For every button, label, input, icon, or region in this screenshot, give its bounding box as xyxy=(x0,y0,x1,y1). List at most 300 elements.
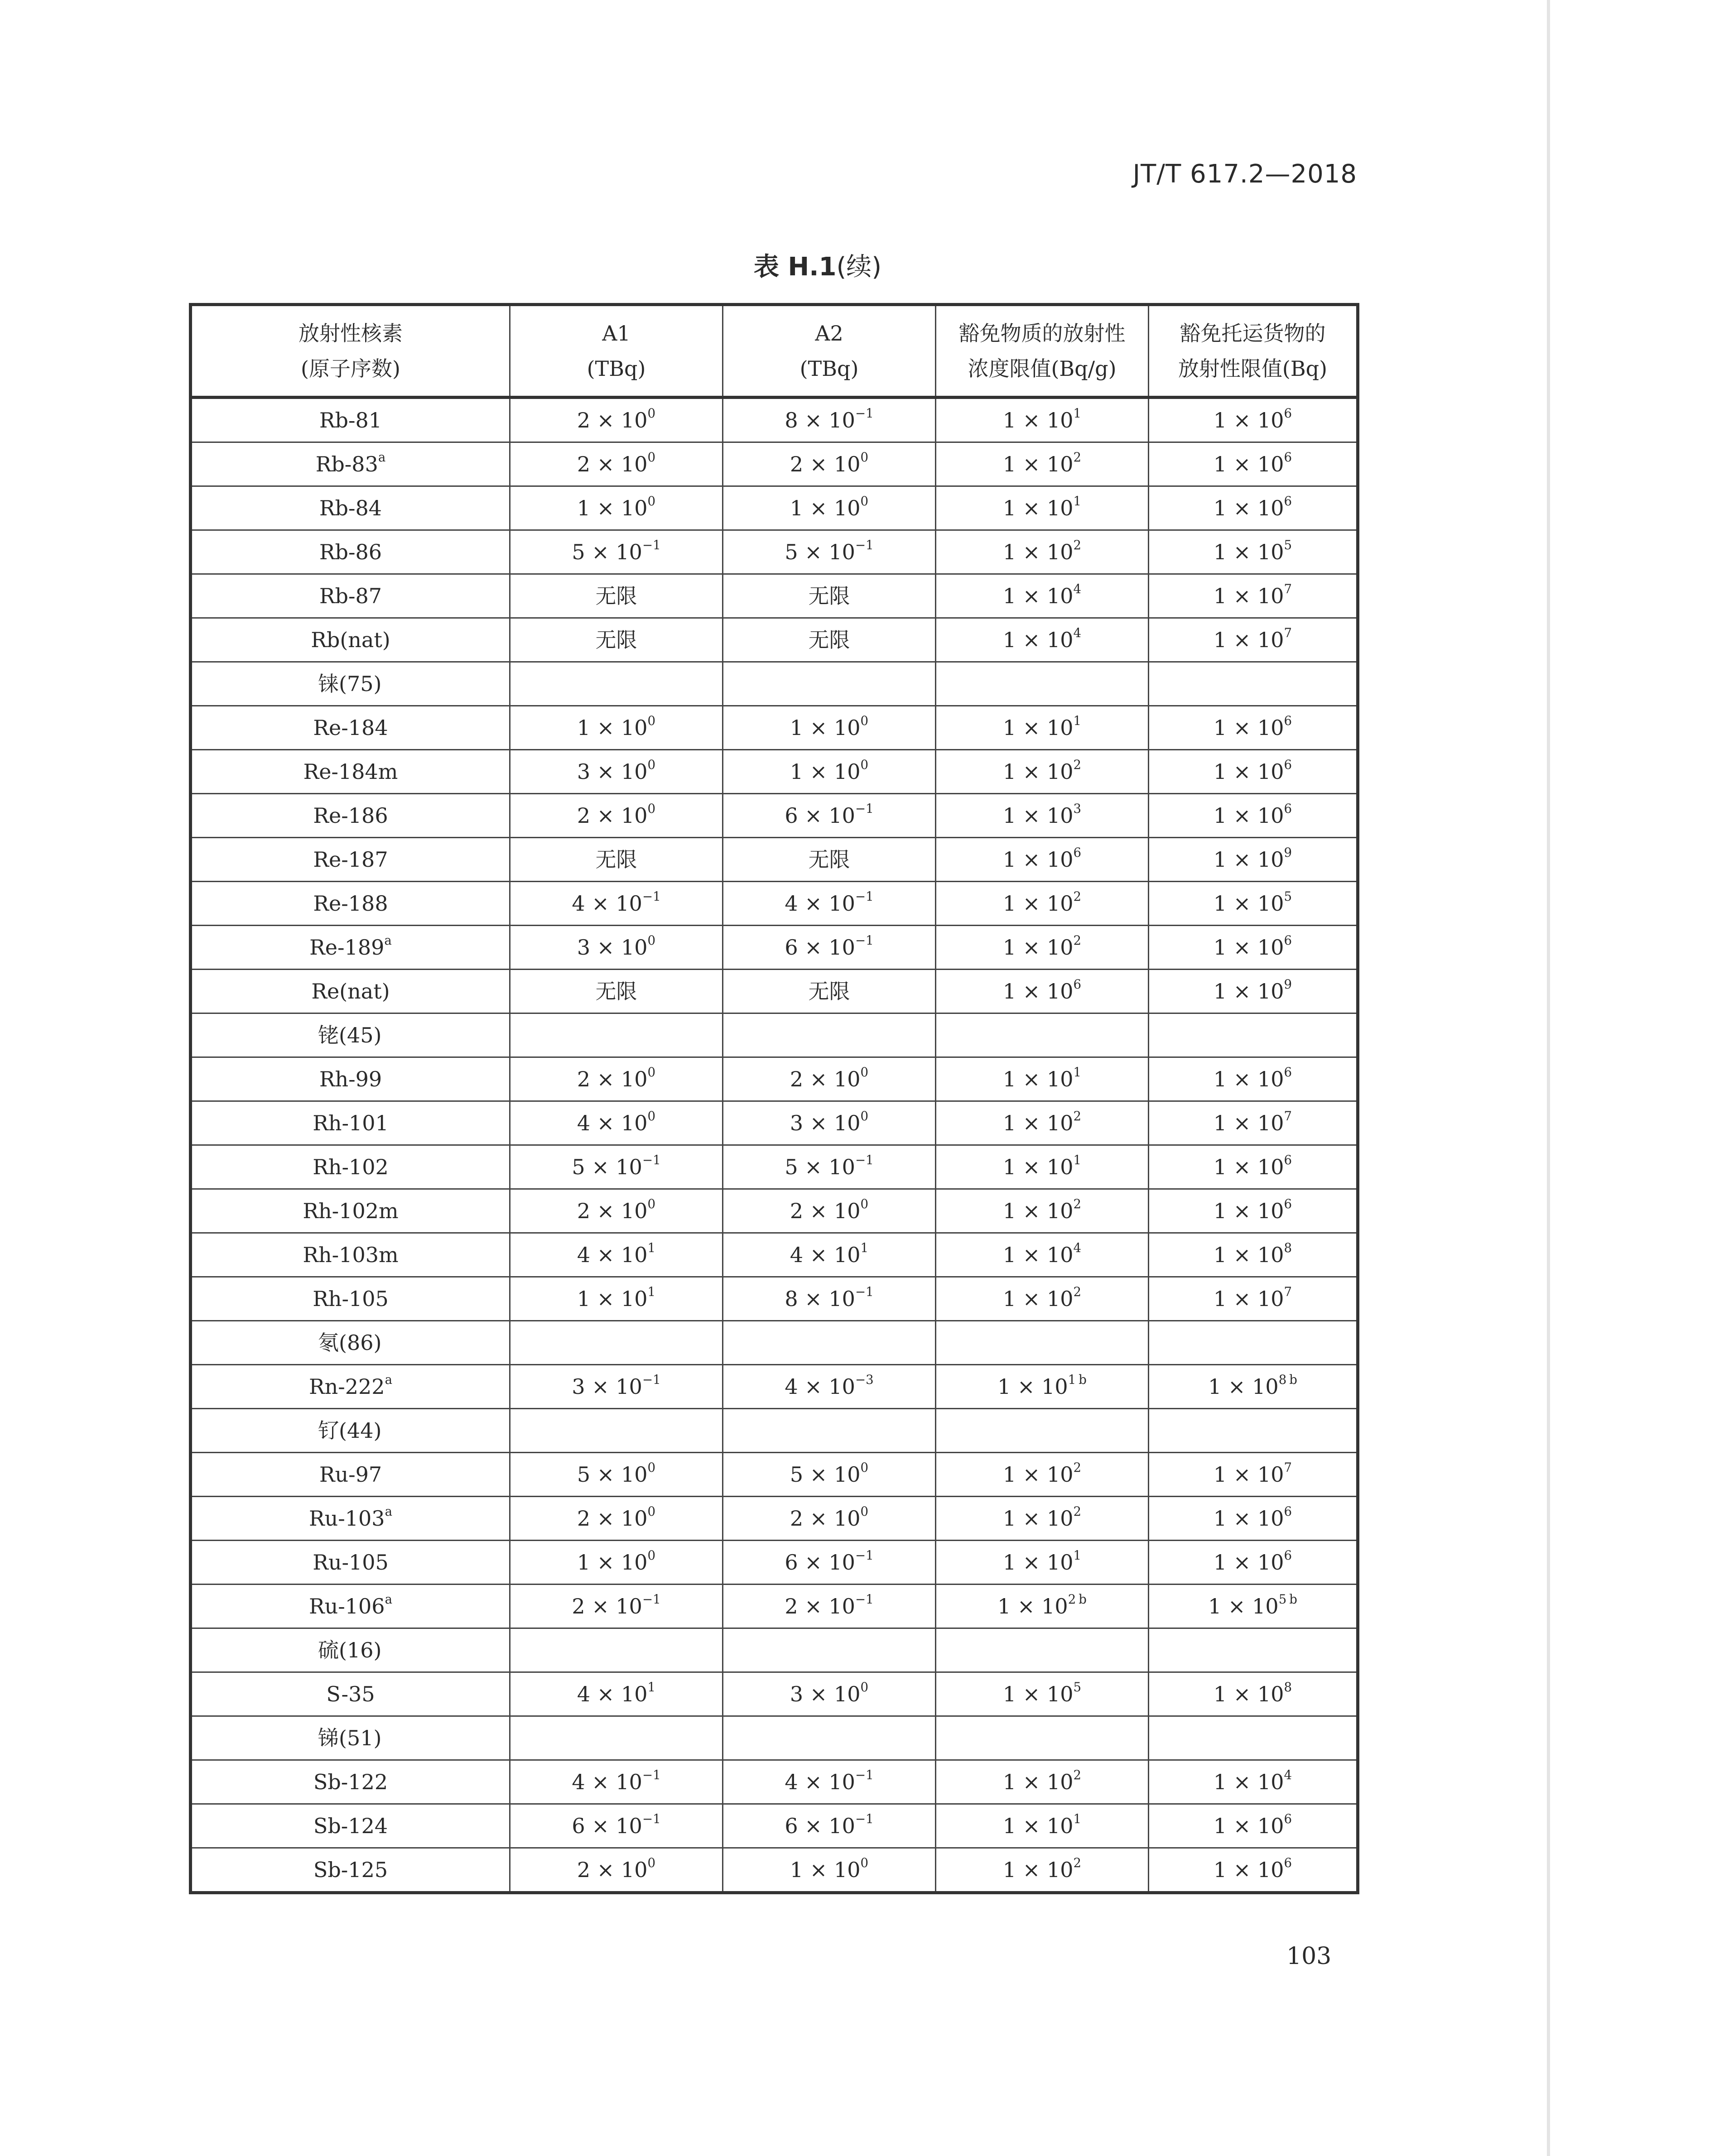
radionuclide-table xyxy=(189,303,1359,1894)
mantissa: 1 xyxy=(1002,1462,1016,1487)
mantissa: 2 xyxy=(577,1858,591,1882)
exponent: 0 xyxy=(860,757,869,773)
empty-cell xyxy=(936,1013,1149,1057)
cell-exempt-concentration: $1 \times 10^4$ xyxy=(936,1233,1149,1277)
exponent: 2 xyxy=(1073,1767,1082,1783)
cell-a1: $2 \times 10^0$ xyxy=(510,1057,723,1101)
cell-exempt-consignment: $1 \times 10^5$ xyxy=(1149,882,1358,926)
footnote-marker: a xyxy=(385,1372,393,1388)
empty-cell xyxy=(723,1013,936,1057)
mantissa: 5 xyxy=(785,1155,798,1179)
mantissa: 1 xyxy=(1213,1199,1227,1223)
element-name: 锑(51) xyxy=(191,1716,510,1760)
mantissa: 1 xyxy=(790,1858,804,1882)
exponent: 1 xyxy=(647,1284,656,1300)
exponent: 1 xyxy=(1073,1548,1082,1563)
cell-a1: $2 \times 10^{-1}$ xyxy=(510,1585,723,1628)
exponent: 0 xyxy=(647,1460,656,1475)
empty-cell xyxy=(1149,1409,1358,1453)
mantissa: 2 xyxy=(572,1594,585,1618)
mantissa: 1 xyxy=(790,715,804,740)
cell-exempt-concentration: $1 \times 10^6$ xyxy=(936,838,1149,882)
exponent: 1 xyxy=(1073,1065,1082,1080)
exponent: 0 xyxy=(647,713,656,729)
empty-cell xyxy=(723,1409,936,1453)
table-row xyxy=(191,750,1358,794)
cell-exempt-consignment: $1 \times 10^7$ xyxy=(1149,1277,1358,1321)
exponent: 2 xyxy=(1073,933,1082,948)
nuclide-name xyxy=(191,398,510,442)
cell-a1: $3 \times 10^{-1}$ xyxy=(510,1365,723,1409)
cell-a2 xyxy=(723,838,936,882)
mantissa: 1 xyxy=(577,1550,591,1575)
cell-a1: $2 \times 10^0$ xyxy=(510,1189,723,1233)
exponent: 6 xyxy=(1284,1152,1292,1168)
cell-exempt-consignment: $1 \times 10^6$ xyxy=(1149,1189,1358,1233)
cell-a2: $5 \times 10^{-1}$ xyxy=(723,530,936,574)
mantissa: 1 xyxy=(1213,496,1227,520)
exponent: 0 xyxy=(647,1548,656,1563)
element-group-row xyxy=(191,662,1358,706)
cell-exempt-concentration: $1 \times 10^1$ xyxy=(936,1145,1149,1189)
exponent: −1 xyxy=(642,1592,661,1607)
mantissa: 1 xyxy=(1002,1067,1016,1091)
cell-a2: $5 \times 10^0$ xyxy=(723,1453,936,1497)
table-row xyxy=(191,1145,1358,1189)
exponent: 6 xyxy=(1284,1504,1292,1519)
empty-cell xyxy=(1149,1321,1358,1365)
nuclide-name xyxy=(191,750,510,794)
exponent: 0 xyxy=(860,1109,869,1124)
cell-exempt-concentration: $1 \times 10^1$ xyxy=(936,1057,1149,1101)
mantissa: 1 xyxy=(1002,1770,1016,1794)
header-a2 xyxy=(723,305,936,398)
exponent: 6 xyxy=(1284,757,1292,773)
exponent: −1 xyxy=(855,801,874,816)
exponent: 0 xyxy=(860,494,869,509)
cell-a2 xyxy=(723,618,936,662)
table-row xyxy=(191,618,1358,662)
nuclide-name xyxy=(191,574,510,618)
cell-exempt-concentration: $1 \times 10^5$ xyxy=(936,1672,1149,1716)
exponent: 2 xyxy=(1073,1196,1082,1212)
table-row xyxy=(191,530,1358,574)
cell-a2: $3 \times 10^0$ xyxy=(723,1672,936,1716)
cell-a2: $4 \times 10^{-1}$ xyxy=(723,1760,936,1804)
footnote-marker: b xyxy=(1289,1372,1297,1388)
mantissa: 1 xyxy=(1208,1374,1222,1399)
cell-exempt-concentration: $1 \times 10^2$ $^b$ xyxy=(936,1585,1149,1628)
nuclide-name xyxy=(191,1804,510,1848)
nuclide-name xyxy=(191,530,510,574)
cell-a1: $1 \times 10^0$ xyxy=(510,1541,723,1585)
cell-exempt-concentration: $1 \times 10^2$ xyxy=(936,1497,1149,1541)
table-row xyxy=(191,1101,1358,1145)
value-text: 无限 xyxy=(595,628,637,652)
nuclide-name xyxy=(191,1233,510,1277)
nuclide-name xyxy=(191,1541,510,1585)
mantissa: 2 xyxy=(577,1199,591,1223)
exponent: 6 xyxy=(1284,1196,1292,1212)
cell-exempt-concentration: $1 \times 10^6$ xyxy=(936,970,1149,1013)
cell-a1: $5 \times 10^0$ xyxy=(510,1453,723,1497)
mantissa: 6 xyxy=(785,1550,798,1575)
mantissa: 1 xyxy=(790,759,804,784)
exponent: −1 xyxy=(855,889,874,904)
nuclide-label: Rh-99 xyxy=(319,1067,382,1091)
element-name: 硫(16) xyxy=(191,1628,510,1672)
exponent: 0 xyxy=(647,1855,656,1871)
mantissa: 1 xyxy=(577,715,591,740)
mantissa: 6 xyxy=(785,935,798,960)
cell-exempt-consignment: $1 \times 10^6$ xyxy=(1149,706,1358,750)
exponent: −1 xyxy=(642,889,661,904)
nuclide-label: Re-189 xyxy=(309,935,385,960)
table-row xyxy=(191,706,1358,750)
cell-a1: $4 \times 10^{-1}$ xyxy=(510,882,723,926)
exponent: 1 xyxy=(1073,494,1082,509)
header-line: 豁免托运货物的 xyxy=(1180,321,1326,346)
footnote-marker: a xyxy=(378,450,386,465)
mantissa: 2 xyxy=(790,1506,804,1531)
empty-cell xyxy=(723,1321,936,1365)
nuclide-name xyxy=(191,1189,510,1233)
nuclide-name xyxy=(191,1277,510,1321)
empty-cell xyxy=(510,1628,723,1672)
cell-a1: $1 \times 10^0$ xyxy=(510,706,723,750)
header-exempt-consignment xyxy=(1149,305,1358,398)
cell-exempt-consignment: $1 \times 10^8$ xyxy=(1149,1672,1358,1716)
mantissa: 1 xyxy=(997,1594,1011,1618)
table-title-main: 表 H.1 xyxy=(753,252,837,282)
mantissa: 3 xyxy=(577,759,591,784)
exponent: −1 xyxy=(855,406,874,421)
cell-a2: $8 \times 10^{-1}$ xyxy=(723,1277,936,1321)
cell-a1: $2 \times 10^0$ xyxy=(510,398,723,442)
cell-exempt-concentration: $1 \times 10^4$ xyxy=(936,574,1149,618)
nuclide-name xyxy=(191,1145,510,1189)
cell-a2: $2 \times 10^{-1}$ xyxy=(723,1585,936,1628)
exponent: 6 xyxy=(1284,713,1292,729)
exponent: 5 xyxy=(1284,538,1292,553)
exponent: 2 xyxy=(1073,889,1082,904)
element-name: 铑(45) xyxy=(191,1013,510,1057)
cell-a2: $1 \times 10^0$ xyxy=(723,1848,936,1893)
empty-cell xyxy=(510,662,723,706)
table-row xyxy=(191,1057,1358,1101)
exponent: 1 xyxy=(1073,1811,1082,1827)
mantissa: 2 xyxy=(577,452,591,476)
element-group-row xyxy=(191,1013,1358,1057)
table-title-continued: (续) xyxy=(836,252,882,282)
mantissa: 2 xyxy=(577,1506,591,1531)
nuclide-name xyxy=(191,442,510,486)
exponent: 0 xyxy=(647,801,656,816)
page-number: 103 xyxy=(1286,1943,1332,1970)
exponent: 7 xyxy=(1284,1109,1292,1124)
cell-a2: $1 \times 10^0$ xyxy=(723,486,936,530)
cell-a1: $5 \times 10^{-1}$ xyxy=(510,1145,723,1189)
mantissa: 2 xyxy=(577,1067,591,1091)
nuclide-label: Rh-103m xyxy=(303,1243,399,1267)
exponent: 0 xyxy=(647,406,656,421)
exponent: −1 xyxy=(642,1811,661,1827)
cell-a2: $2 \times 10^0$ xyxy=(723,442,936,486)
empty-cell xyxy=(723,1716,936,1760)
mantissa: 5 xyxy=(785,540,798,564)
cell-exempt-concentration: $1 \times 10^1$ xyxy=(936,1541,1149,1585)
exponent: 2 xyxy=(1073,1460,1082,1475)
exponent: 8 xyxy=(1278,1372,1287,1388)
exponent: 6 xyxy=(1284,1065,1292,1080)
exponent: 7 xyxy=(1284,1284,1292,1300)
mantissa: 1 xyxy=(1213,540,1227,564)
nuclide-name xyxy=(191,1057,510,1101)
cell-exempt-concentration: $1 \times 10^3$ xyxy=(936,794,1149,838)
header-exempt-concentration xyxy=(936,305,1149,398)
value-text: 无限 xyxy=(808,979,850,1004)
nuclide-label: Rh-102 xyxy=(313,1155,389,1179)
cell-a1: $2 \times 10^0$ xyxy=(510,794,723,838)
mantissa: 1 xyxy=(1002,584,1016,608)
nuclide-name xyxy=(191,794,510,838)
table-row xyxy=(191,1497,1358,1541)
mantissa: 1 xyxy=(1002,891,1016,916)
cell-exempt-concentration: $1 \times 10^2$ xyxy=(936,1189,1149,1233)
nuclide-name xyxy=(191,1848,510,1893)
cell-exempt-concentration: $1 \times 10^2$ xyxy=(936,1101,1149,1145)
nuclide-label: Rb-83 xyxy=(315,452,378,476)
mantissa: 1 xyxy=(1002,803,1016,828)
mantissa: 1 xyxy=(1002,1111,1016,1135)
mantissa: 5 xyxy=(572,1155,585,1179)
mantissa: 1 xyxy=(1213,1858,1227,1882)
table-row xyxy=(191,794,1358,838)
exponent: 0 xyxy=(860,450,869,465)
cell-a2: $5 \times 10^{-1}$ xyxy=(723,1145,936,1189)
exponent: 2 xyxy=(1073,1109,1082,1124)
table-header xyxy=(191,305,1358,398)
cell-exempt-concentration: $1 \times 10^2$ xyxy=(936,882,1149,926)
empty-cell xyxy=(510,1321,723,1365)
exponent: 6 xyxy=(1284,406,1292,421)
table-row xyxy=(191,1233,1358,1277)
cell-exempt-consignment: $1 \times 10^9$ xyxy=(1149,838,1358,882)
cell-exempt-consignment: $1 \times 10^8$ $^b$ xyxy=(1149,1365,1358,1409)
exponent: 5 xyxy=(1284,889,1292,904)
mantissa: 8 xyxy=(785,408,798,432)
cell-a1: $3 \times 10^0$ xyxy=(510,750,723,794)
exponent: 0 xyxy=(647,757,656,773)
cell-exempt-consignment: $1 \times 10^5$ xyxy=(1149,530,1358,574)
cell-a2: $4 \times 10^1$ xyxy=(723,1233,936,1277)
mantissa: 4 xyxy=(572,891,585,916)
mantissa: 3 xyxy=(577,935,591,960)
cell-a2: $2 \times 10^0$ xyxy=(723,1189,936,1233)
mantissa: 1 xyxy=(577,1287,591,1311)
nuclide-label: Ru-103 xyxy=(308,1506,385,1531)
nuclide-name xyxy=(191,882,510,926)
mantissa: 3 xyxy=(572,1374,585,1399)
exponent: 0 xyxy=(860,1855,869,1871)
mantissa: 1 xyxy=(1002,1155,1016,1179)
cell-a1: $4 \times 10^1$ xyxy=(510,1672,723,1716)
mantissa: 1 xyxy=(1002,1682,1016,1706)
mantissa: 1 xyxy=(1002,847,1016,872)
table-row xyxy=(191,442,1358,486)
cell-a2: $6 \times 10^{-1}$ xyxy=(723,926,936,970)
header-line: 浓度限值(Bq/g) xyxy=(968,356,1117,381)
value-text: 无限 xyxy=(595,847,637,872)
mantissa: 2 xyxy=(790,1067,804,1091)
empty-cell xyxy=(510,1013,723,1057)
mantissa: 6 xyxy=(785,1814,798,1838)
nuclide-name xyxy=(191,618,510,662)
table-row xyxy=(191,882,1358,926)
exponent: 2 xyxy=(1073,1504,1082,1519)
exponent: 2 xyxy=(1073,1855,1082,1871)
cell-exempt-concentration: $1 \times 10^4$ xyxy=(936,618,1149,662)
cell-exempt-consignment: $1 \times 10^6$ xyxy=(1149,1848,1358,1893)
header-line: (TBq) xyxy=(799,356,859,381)
empty-cell xyxy=(510,1716,723,1760)
header-nuclide xyxy=(191,305,510,398)
cell-exempt-consignment: $1 \times 10^9$ xyxy=(1149,970,1358,1013)
cell-exempt-consignment: $1 \times 10^6$ xyxy=(1149,750,1358,794)
nuclide-label: S-35 xyxy=(326,1682,375,1706)
cell-a2: $6 \times 10^{-1}$ xyxy=(723,1804,936,1848)
exponent: −1 xyxy=(642,538,661,553)
exponent: 6 xyxy=(1284,1811,1292,1827)
nuclide-name xyxy=(191,926,510,970)
mantissa: 4 xyxy=(577,1682,591,1706)
cell-exempt-concentration: $1 \times 10^2$ xyxy=(936,1453,1149,1497)
cell-a1: $1 \times 10^1$ xyxy=(510,1277,723,1321)
cell-exempt-consignment: $1 \times 10^7$ xyxy=(1149,1453,1358,1497)
empty-cell xyxy=(1149,662,1358,706)
mantissa: 1 xyxy=(1002,496,1016,520)
table-row xyxy=(191,574,1358,618)
cell-a2: $6 \times 10^{-1}$ xyxy=(723,1541,936,1585)
exponent: −1 xyxy=(642,1152,661,1168)
exponent: 7 xyxy=(1284,581,1292,597)
nuclide-label: Re-188 xyxy=(313,891,388,916)
exponent: 0 xyxy=(647,1065,656,1080)
nuclide-name xyxy=(191,1585,510,1628)
cell-exempt-consignment: $1 \times 10^6$ xyxy=(1149,794,1358,838)
mantissa: 1 xyxy=(1213,759,1227,784)
mantissa: 1 xyxy=(1002,1287,1016,1311)
exponent: 5 xyxy=(1278,1592,1287,1607)
nuclide-name xyxy=(191,1453,510,1497)
cell-a1: $2 \times 10^0$ xyxy=(510,1497,723,1541)
table-row xyxy=(191,1760,1358,1804)
empty-cell xyxy=(510,1409,723,1453)
exponent: 0 xyxy=(860,1196,869,1212)
mantissa: 5 xyxy=(577,1462,591,1487)
nuclide-label: Rh-102m xyxy=(303,1199,399,1223)
exponent: 0 xyxy=(860,713,869,729)
cell-exempt-consignment: $1 \times 10^5$ $^b$ xyxy=(1149,1585,1358,1628)
mantissa: 1 xyxy=(1213,584,1227,608)
element-group-row xyxy=(191,1321,1358,1365)
footnote-marker: b xyxy=(1289,1592,1297,1607)
header-line: 放射性核素 xyxy=(299,321,403,346)
cell-a2: $3 \times 10^0$ xyxy=(723,1101,936,1145)
cell-exempt-consignment: $1 \times 10^6$ xyxy=(1149,1057,1358,1101)
empty-cell xyxy=(723,662,936,706)
mantissa: 1 xyxy=(1213,408,1227,432)
cell-a2: $8 \times 10^{-1}$ xyxy=(723,398,936,442)
nuclide-name xyxy=(191,1760,510,1804)
exponent: 0 xyxy=(647,1109,656,1124)
nuclide-label: Re-184 xyxy=(313,715,388,740)
mantissa: 1 xyxy=(1213,1814,1227,1838)
value-text: 无限 xyxy=(595,979,637,1004)
document-code: JT/T 617.2—2018 xyxy=(1132,159,1357,189)
nuclide-label: Re-187 xyxy=(313,847,388,872)
empty-cell xyxy=(1149,1716,1358,1760)
header-line: 放射性限值(Bq) xyxy=(1178,356,1328,381)
mantissa: 4 xyxy=(785,1770,798,1794)
nuclide-label: Ru-97 xyxy=(319,1462,382,1487)
exponent: 2 xyxy=(1073,450,1082,465)
exponent: 7 xyxy=(1284,625,1292,641)
exponent: 2 xyxy=(1073,538,1082,553)
nuclide-label: Rn-222 xyxy=(308,1374,385,1399)
exponent: 0 xyxy=(647,1196,656,1212)
mantissa: 3 xyxy=(790,1682,804,1706)
mantissa: 1 xyxy=(1213,452,1227,476)
cell-a2: $1 \times 10^0$ xyxy=(723,750,936,794)
cell-exempt-concentration: $1 \times 10^1$ xyxy=(936,1804,1149,1848)
cell-a2: $2 \times 10^0$ xyxy=(723,1497,936,1541)
mantissa: 1 xyxy=(1002,1199,1016,1223)
exponent: −1 xyxy=(855,1811,874,1827)
mantissa: 2 xyxy=(790,1199,804,1223)
mantissa: 4 xyxy=(577,1243,591,1267)
cell-a2: $4 \times 10^{-1}$ xyxy=(723,882,936,926)
exponent: 9 xyxy=(1284,977,1292,992)
exponent: 0 xyxy=(647,450,656,465)
exponent: 0 xyxy=(860,1504,869,1519)
footnote-marker: a xyxy=(384,933,392,948)
exponent: −1 xyxy=(855,933,874,948)
nuclide-label: Ru-105 xyxy=(313,1550,389,1575)
cell-a1 xyxy=(510,970,723,1013)
cell-exempt-consignment: $1 \times 10^6$ xyxy=(1149,1804,1358,1848)
table-row xyxy=(191,926,1358,970)
exponent: 1 xyxy=(1068,1372,1076,1388)
exponent: 1 xyxy=(1073,713,1082,729)
nuclide-name xyxy=(191,706,510,750)
cell-a2 xyxy=(723,970,936,1013)
cell-a1: $4 \times 10^1$ xyxy=(510,1233,723,1277)
mantissa: 1 xyxy=(1213,1682,1227,1706)
cell-a1: $6 \times 10^{-1}$ xyxy=(510,1804,723,1848)
empty-cell xyxy=(936,662,1149,706)
mantissa: 1 xyxy=(1002,759,1016,784)
nuclide-label: Rb-81 xyxy=(319,408,382,432)
cell-exempt-concentration: $1 \times 10^1$ xyxy=(936,398,1149,442)
mantissa: 1 xyxy=(1002,1506,1016,1531)
mantissa: 1 xyxy=(1213,935,1227,960)
mantissa: 1 xyxy=(1002,1814,1016,1838)
nuclide-label: Re(nat) xyxy=(311,979,390,1004)
exponent: 4 xyxy=(1073,581,1082,597)
cell-a1: $1 \times 10^0$ xyxy=(510,486,723,530)
nuclide-label: Sb-125 xyxy=(313,1858,388,1882)
